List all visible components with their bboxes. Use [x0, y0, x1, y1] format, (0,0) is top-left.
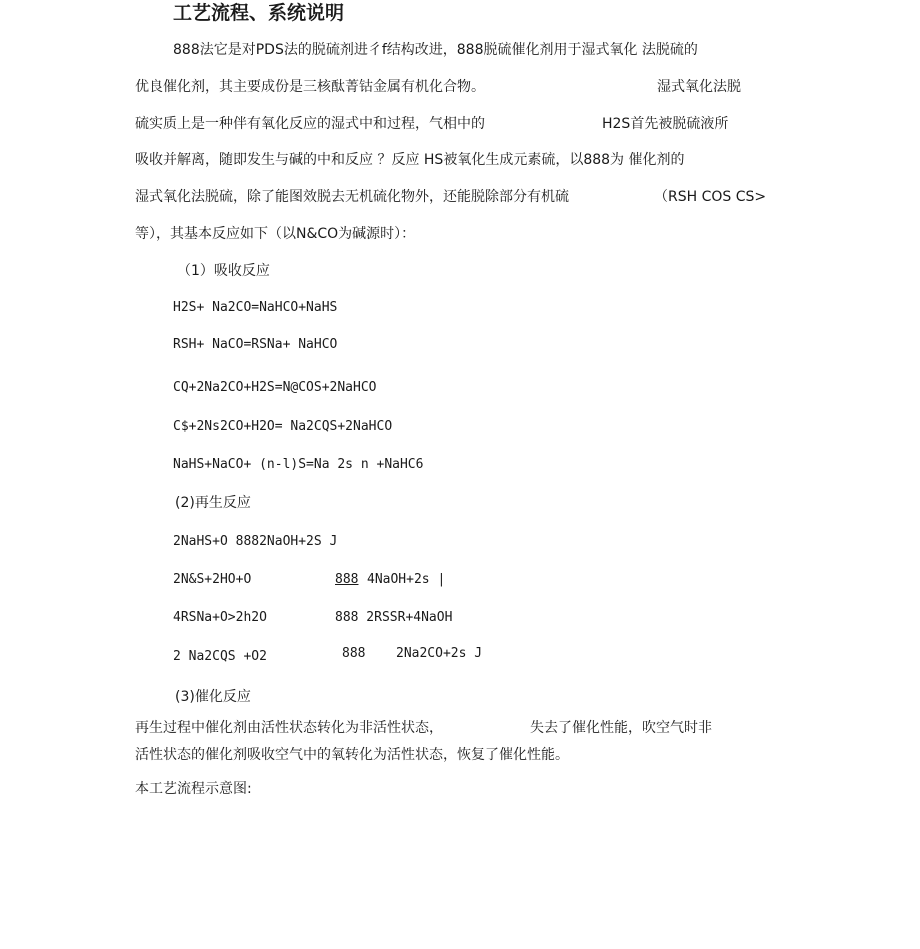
paragraph-line-2b: 湿式氧化法脱 [657, 79, 741, 95]
section-heading-regeneration: (2)再生反应 [175, 495, 251, 511]
equation-regeneration-4-catalyst: 888 [342, 646, 366, 661]
catalysis-line-1a: 再生过程中催化剂由活性状态转化为非活性状态， [135, 720, 443, 736]
page-title: 工艺流程、系统说明 [173, 2, 345, 24]
paragraph-line-2a: 优良催化剂，其主要成份是三核酞菁钴金属有机化合物。 [135, 79, 485, 95]
equation-regeneration-3-left: 4RSNa+O>2h2O [173, 610, 267, 625]
equation-absorption-5: NaHS+NaCO+ (n-l)S=Na 2s n +NaHC6 [173, 457, 424, 472]
equation-absorption-3: CQ+2Na2CO+H2S=N@COS+2NaHCO [173, 380, 377, 395]
paragraph-line-5a: 湿式氧化法脱硫，除了能图效脱去无机硫化物外，还能脱除部分有机硫 [135, 189, 569, 205]
catalysis-line-1b: 失去了催化性能，吹空气时非 [530, 720, 712, 736]
paragraph-line-3a: 硫实质上是一种伴有氧化反应的湿式中和过程，气相中的 [135, 116, 485, 132]
paragraph-line-4: 吸收并解离，随即发生与碱的中和反应 ？反应 HS被氧化生成元素硫，以888为 催化剂的 [135, 152, 685, 168]
equation-regeneration-2-left: 2N&S+2HO+O [173, 572, 252, 587]
catalysis-line-2: 活性状态的催化剂吸收空气中的氧转化为活性状态，恢复了催化性能。 [135, 747, 569, 763]
equation-regeneration-4-right: 2Na2CO+2s J [396, 646, 483, 661]
paragraph-line-5b: （RSH COS CS> [654, 189, 767, 205]
equation-regeneration-2-catalyst: 888 [335, 572, 359, 587]
equation-absorption-4: C$+2Ns2CO+H2O= Na2CQS+2NaHCO [173, 419, 393, 434]
equation-absorption-2: RSH+ NaCO=RSNa+ NaHCO [173, 337, 338, 352]
equation-regeneration-4-left: 2 Na2CQS +O2 [173, 649, 267, 664]
paragraph-line-3b: H2S首先被脱硫液所 [602, 116, 729, 132]
flow-diagram-caption: 本工艺流程示意图: [135, 781, 252, 797]
equation-regeneration-2-right: 4NaOH+2s | [367, 572, 446, 587]
paragraph-line-6: 等），其基本反应如下（以N&CO为碱源时）： [135, 226, 416, 242]
equation-regeneration-3-right: 888 2RSSR+4NaOH [335, 610, 453, 625]
equation-regeneration-1: 2NaHS+O 8882NaOH+2S J [173, 534, 338, 549]
section-heading-absorption: （1）吸收反应 [177, 263, 270, 279]
section-heading-catalysis: (3)催化反应 [175, 689, 251, 705]
equation-absorption-1: H2S+ Na2CO=NaHCO+NaHS [173, 300, 338, 315]
paragraph-line-1: 888法它是对PDS法的脱硫剂进彳f结构改进，888脱硫催化剂用于湿式氧化 法脱硫的 [173, 42, 698, 58]
